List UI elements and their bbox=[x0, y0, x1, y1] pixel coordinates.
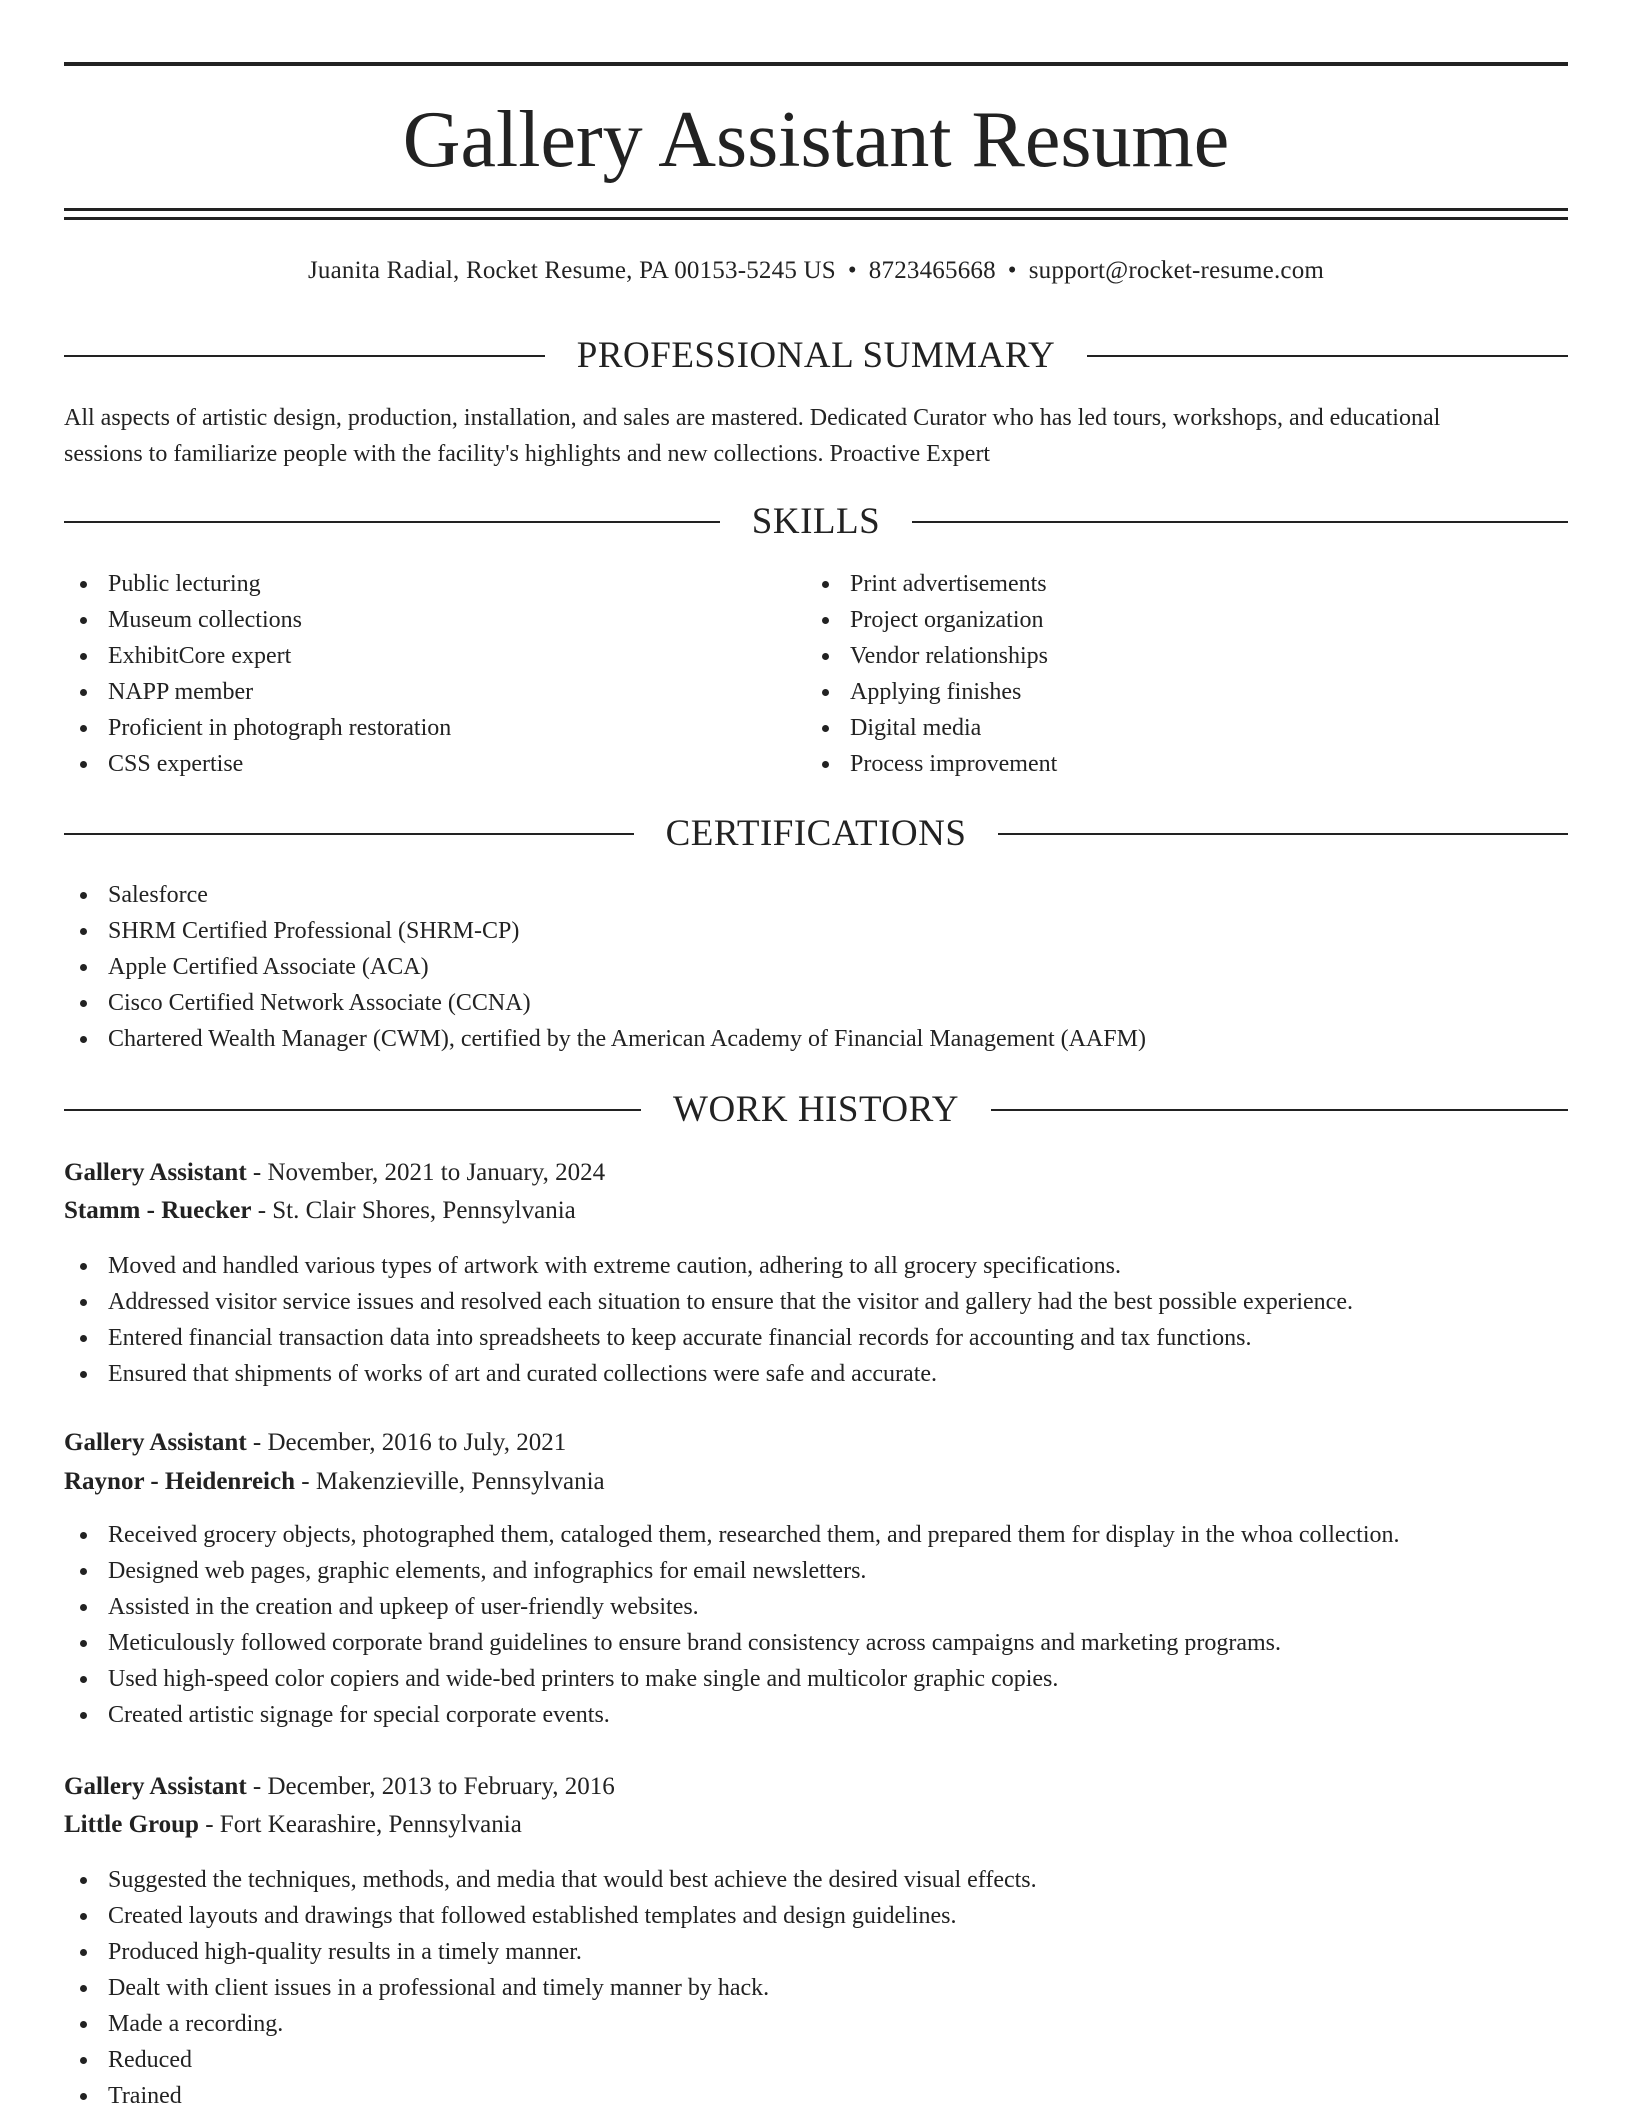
job-dates: - December, 2016 to July, 2021 bbox=[246, 1429, 567, 1456]
skill-text: Print advertisements bbox=[850, 571, 1047, 597]
certification-text: SHRM Certified Professional (SHRM-CP) bbox=[108, 918, 520, 944]
bullet-icon bbox=[80, 2093, 87, 2100]
list-item bbox=[64, 1248, 1353, 1284]
bullet-icon bbox=[80, 689, 87, 696]
duty-text: Used high-speed color copiers and wide-bed printers to make single and multicolor graphic copies. bbox=[108, 1666, 1059, 1692]
skill-text: Museum collections bbox=[108, 607, 302, 633]
contact-phone: 8723465668 bbox=[868, 257, 996, 284]
duty-text: Suggested the techniques, methods, and media that would best achieve the desired visual effects. bbox=[108, 1867, 1037, 1893]
section-heading-skills bbox=[64, 500, 1568, 544]
skill-text: Proficient in photograph restoration bbox=[108, 715, 452, 741]
job-company-line bbox=[64, 1463, 605, 1501]
list-item bbox=[64, 985, 1146, 1021]
job-duties-list bbox=[64, 1517, 1400, 1733]
duty-text: Reduced bbox=[108, 2047, 192, 2073]
heading-rule bbox=[64, 521, 720, 523]
list-item bbox=[64, 710, 451, 746]
bullet-icon bbox=[80, 1877, 87, 1884]
list-item bbox=[64, 2006, 1037, 2042]
list-item bbox=[806, 674, 1057, 710]
bullet-icon bbox=[80, 1985, 87, 1992]
skill-text: Vendor relationships bbox=[850, 643, 1048, 669]
list-item bbox=[64, 913, 1146, 949]
list-item bbox=[64, 1625, 1400, 1661]
bullet-icon bbox=[822, 689, 829, 696]
bullet-icon bbox=[80, 1676, 87, 1683]
bullet-icon bbox=[80, 2057, 87, 2064]
job-location: - Makenzieville, Pennsylvania bbox=[295, 1468, 605, 1495]
duty-text: Designed web pages, graphic elements, and infographics for email newsletters. bbox=[108, 1558, 867, 1584]
list-item bbox=[64, 1320, 1353, 1356]
list-item bbox=[806, 746, 1057, 782]
title-double-rule bbox=[64, 208, 1568, 220]
bullet-icon bbox=[80, 653, 87, 660]
bullet-icon bbox=[80, 581, 87, 588]
heading-rule bbox=[64, 355, 545, 357]
certification-text: Salesforce bbox=[108, 882, 208, 908]
duty-text: Moved and handled various types of artwork with extreme caution, adhering to all grocery specifications. bbox=[108, 1253, 1122, 1279]
job-title-line bbox=[64, 1424, 566, 1462]
duty-text: Made a recording. bbox=[108, 2011, 284, 2037]
skills-list-left bbox=[64, 566, 451, 782]
bullet-icon bbox=[822, 581, 829, 588]
skill-text: Project organization bbox=[850, 607, 1044, 633]
bullet-icon bbox=[80, 1532, 87, 1539]
bullet-icon bbox=[80, 892, 87, 899]
section-title: SKILLS bbox=[751, 501, 881, 542]
list-item bbox=[64, 1589, 1400, 1625]
contact-email: support@rocket-resume.com bbox=[1028, 257, 1325, 284]
bullet-icon bbox=[80, 2021, 87, 2028]
bullet-icon bbox=[80, 1949, 87, 1956]
bullet-icon bbox=[80, 1913, 87, 1920]
job-title: Gallery Assistant bbox=[64, 1159, 247, 1186]
bullet-icon bbox=[80, 1299, 87, 1306]
bullet-icon bbox=[80, 1640, 87, 1647]
certification-text: Apple Certified Associate (ACA) bbox=[108, 954, 429, 980]
duty-text: Dealt with client issues in a professional and timely manner by hack. bbox=[108, 1975, 770, 2001]
bullet-icon bbox=[80, 928, 87, 935]
contact-address: Juanita Radial, Rocket Resume, PA 00153-5245 US bbox=[307, 257, 836, 284]
skill-text: NAPP member bbox=[108, 679, 254, 705]
job-title: Gallery Assistant bbox=[64, 1429, 247, 1456]
list-item bbox=[64, 1553, 1400, 1589]
list-item bbox=[806, 638, 1057, 674]
job-duties-list bbox=[64, 1248, 1353, 1392]
section-title: CERTIFICATIONS bbox=[665, 813, 967, 854]
heading-rule bbox=[991, 1109, 1568, 1111]
summary-line: All aspects of artistic design, production, installation, and sales are mastered. Dedicated Curator who has led tours, workshops, and educational bbox=[64, 405, 1441, 431]
skill-text: Process improvement bbox=[850, 751, 1058, 777]
job-title: Gallery Assistant bbox=[64, 1773, 247, 1800]
heading-rule bbox=[64, 833, 634, 835]
list-item bbox=[64, 1021, 1146, 1057]
heading-rule bbox=[912, 521, 1568, 523]
list-item bbox=[64, 1970, 1037, 2006]
bullet-icon bbox=[80, 1371, 87, 1378]
duty-text: Trained bbox=[108, 2083, 182, 2109]
bullet-icon bbox=[822, 653, 829, 660]
job-company: Stamm - Ruecker bbox=[64, 1197, 252, 1224]
skill-text: Public lecturing bbox=[108, 571, 261, 597]
contact-line bbox=[64, 254, 1568, 288]
job-company: Little Group bbox=[64, 1811, 199, 1838]
list-item bbox=[64, 1356, 1353, 1392]
bullet-icon bbox=[80, 725, 87, 732]
duty-text: Addressed visitor service issues and resolved each situation to ensure that the visitor and gallery had the best possible experience. bbox=[108, 1289, 1353, 1315]
bullet-icon bbox=[80, 1335, 87, 1342]
job-title-line bbox=[64, 1768, 615, 1806]
bullet-icon bbox=[822, 761, 829, 768]
heading-rule bbox=[998, 833, 1568, 835]
list-item bbox=[64, 1284, 1353, 1320]
list-item bbox=[806, 602, 1057, 638]
job-location: - St. Clair Shores, Pennsylvania bbox=[251, 1197, 576, 1224]
duty-text: Assisted in the creation and upkeep of user-friendly websites. bbox=[108, 1594, 699, 1620]
list-item bbox=[64, 602, 451, 638]
section-title: PROFESSIONAL SUMMARY bbox=[576, 335, 1056, 376]
job-duties-list bbox=[64, 1862, 1037, 2114]
list-item bbox=[64, 2042, 1037, 2078]
bullet-icon bbox=[822, 617, 829, 624]
bullet-icon bbox=[80, 1036, 87, 1043]
duty-text: Received grocery objects, photographed them, cataloged them, researched them, and prepared them for display in the whoa collection. bbox=[108, 1522, 1400, 1548]
list-item bbox=[64, 1862, 1037, 1898]
duty-text: Created layouts and drawings that followed established templates and design guidelines. bbox=[108, 1903, 957, 1929]
bullet-icon bbox=[80, 1568, 87, 1575]
job-company: Raynor - Heidenreich bbox=[64, 1468, 296, 1495]
duty-text: Entered financial transaction data into spreadsheets to keep accurate financial records for accounting and tax functions. bbox=[108, 1325, 1252, 1351]
section-title: WORK HISTORY bbox=[673, 1089, 959, 1130]
summary-text bbox=[64, 400, 1568, 472]
list-item bbox=[806, 710, 1057, 746]
skill-text: ExhibitCore expert bbox=[108, 643, 292, 669]
certification-text: Cisco Certified Network Associate (CCNA) bbox=[108, 990, 531, 1016]
bullet-icon bbox=[80, 1000, 87, 1007]
job-company-line bbox=[64, 1806, 522, 1844]
bullet-icon bbox=[80, 1263, 87, 1270]
certifications-list bbox=[64, 877, 1146, 1057]
duty-text: Meticulously followed corporate brand guidelines to ensure brand consistency across campaigns and marketing programs. bbox=[108, 1630, 1281, 1656]
list-item bbox=[64, 746, 451, 782]
job-company-line bbox=[64, 1192, 576, 1230]
section-heading-work-history bbox=[64, 1088, 1568, 1132]
section-heading-summary bbox=[64, 334, 1568, 378]
job-location: - Fort Kearashire, Pennsylvania bbox=[198, 1811, 522, 1838]
job-dates: - December, 2013 to February, 2016 bbox=[246, 1773, 615, 1800]
section-heading-certifications bbox=[64, 812, 1568, 856]
bullet-icon bbox=[822, 725, 829, 732]
top-rule bbox=[64, 62, 1568, 66]
contact-separator: • bbox=[1007, 257, 1017, 284]
skill-text: Applying finishes bbox=[850, 679, 1022, 705]
bullet-icon bbox=[80, 964, 87, 971]
job-dates: - November, 2021 to January, 2024 bbox=[246, 1159, 606, 1186]
list-item bbox=[64, 877, 1146, 913]
heading-rule bbox=[1087, 355, 1568, 357]
heading-rule bbox=[64, 1109, 641, 1111]
contact-separator: • bbox=[847, 257, 857, 284]
job-title-line bbox=[64, 1154, 605, 1192]
summary-line: sessions to familiarize people with the facility's highlights and new collections. Proactive Expert bbox=[64, 441, 991, 467]
skill-text: CSS expertise bbox=[108, 751, 244, 777]
duty-text: Ensured that shipments of works of art and curated collections were safe and accurate. bbox=[108, 1361, 938, 1387]
list-item bbox=[64, 1898, 1037, 1934]
list-item bbox=[64, 1934, 1037, 1970]
list-item bbox=[64, 1697, 1400, 1733]
bullet-icon bbox=[80, 1604, 87, 1611]
list-item bbox=[64, 674, 451, 710]
list-item bbox=[64, 2078, 1037, 2114]
bullet-icon bbox=[80, 617, 87, 624]
list-item bbox=[64, 949, 1146, 985]
list-item bbox=[806, 566, 1057, 602]
skill-text: Digital media bbox=[850, 715, 982, 741]
list-item bbox=[64, 638, 451, 674]
duty-text: Produced high-quality results in a timely manner. bbox=[108, 1939, 582, 1965]
bullet-icon bbox=[80, 761, 87, 768]
list-item bbox=[64, 566, 451, 602]
certification-text: Chartered Wealth Manager (CWM), certified by the American Academy of Financial Management (AAFM) bbox=[108, 1026, 1146, 1052]
bullet-icon bbox=[80, 1712, 87, 1719]
duty-text: Created artistic signage for special corporate events. bbox=[108, 1702, 610, 1728]
list-item bbox=[64, 1517, 1400, 1553]
page-title: Gallery Assistant Resume bbox=[402, 96, 1230, 184]
skills-list-right bbox=[806, 566, 1057, 782]
list-item bbox=[64, 1661, 1400, 1697]
